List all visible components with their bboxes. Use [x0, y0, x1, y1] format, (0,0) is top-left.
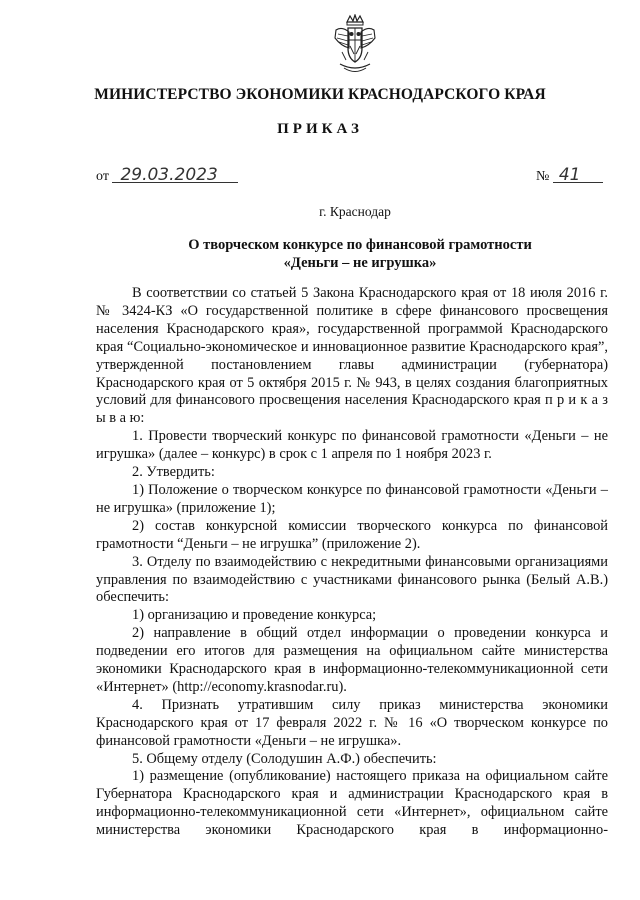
body-paragraph: 1) организацию и проведение конкурса; — [132, 607, 377, 624]
number-prefix: № — [536, 169, 550, 184]
body-paragraph: 3. Отделу по взаимодействию с некредитными финансовыми организациями управления по взаимодействию с участниками финансового рынка (Белый А.В.) обеспечить: — [96, 553, 608, 606]
body-paragraph: 5. Общему отделу (Солодушин А.Ф.) обеспечить: — [132, 750, 437, 767]
date-value: 29.03.2023 — [112, 168, 238, 183]
order-date — [96, 165, 238, 185]
coat-of-arms-icon — [332, 14, 378, 76]
order-subject — [150, 236, 570, 272]
body-paragraph: 1) размещение (опубликование) настоящего приказа на официальном сайте Губернатора Краснодарского края и администрации Краснодарского края в информационно-телекоммуникационной сети «Интернет», официальном сайте министерства экономики Краснодарского края в информационно- — [96, 768, 608, 839]
body-paragraph: 2) состав конкурсной комиссии творческого конкурса по финансовой грамотности “Деньги – не игрушка” (приложение 2). — [96, 517, 608, 552]
subject-line-1: О творческом конкурсе по финансовой грамотности — [188, 237, 532, 253]
body-paragraph: 2) направление в общий отдел информации о проведении конкурса и подведении его итогов для размещения на официальном сайте министерства экономики Краснодарского края в информационно-телекоммуникационной сети «Интернет» (http://economy.krasnodar.ru). — [96, 625, 608, 695]
body-paragraph: 1. Провести творческий конкурс по финансовой грамотности «Деньги – не игрушка» (далее – конкурс) в срок с 1 апреля по 1 ноября 2023 г. — [96, 428, 608, 463]
body-paragraph: 1) Положение о творческом конкурсе по финансовой грамотности «Деньги – не игрушка» (приложение 1); — [96, 481, 608, 516]
order-number — [536, 165, 603, 185]
number-value: 41 — [553, 168, 603, 183]
body-paragraph: 2. Утвердить: — [132, 464, 215, 481]
ministry-name: МИНИСТЕРСТВО ЭКОНОМИКИ КРАСНОДАРСКОГО КРАЯ — [94, 86, 546, 103]
subject-line-2: «Деньги – не игрушка» — [283, 255, 437, 271]
order-body — [96, 285, 608, 840]
document-type: ПРИКАЗ — [277, 121, 363, 137]
body-paragraph: 4. Признать утратившим силу приказ министерства экономики Краснодарского края от 17 февраля 2022 г. № 16 «О творческом конкурсе по финансовой грамотности «Деньги – не игрушка». — [96, 696, 608, 749]
body-paragraph: В соответствии со статьей 5 Закона Краснодарского края от 18 июля 2016 г. № 3424-КЗ «О государственной политике в сфере финансового просвещения населения Краснодарского края», государственной программой Краснодарского края “Социально-экономическое и инновационное развитие Краснодарского края”, утвержденной постановлением главы администрации (губернатора) Краснодарского края от 5 октября 2015 г. № 943, в целях создания благоприятных условий для финансового просвещения населения Краснодарского края п р и к а з ы в а ю: — [96, 285, 608, 427]
date-prefix: от — [96, 169, 109, 184]
city-line: г. Краснодар — [319, 204, 391, 219]
